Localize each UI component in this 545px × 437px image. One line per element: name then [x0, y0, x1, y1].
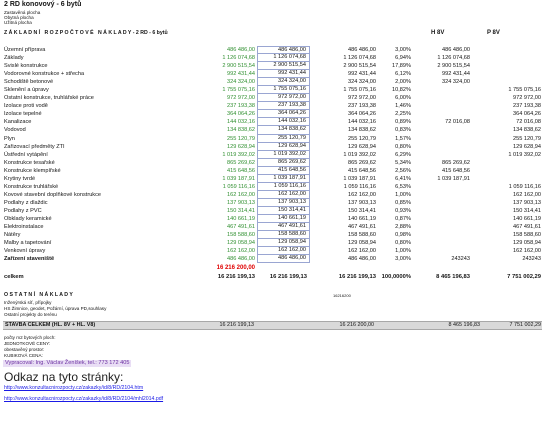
budget-cell-h: 415 648,56	[442, 167, 470, 174]
budget-cell-v1: 972 972,00	[227, 95, 255, 102]
other-cost-item: Ostatní projekty do terénu	[4, 312, 57, 317]
budget-row	[0, 102, 545, 110]
budget-cell-v2: 467 491,61	[257, 223, 310, 231]
budget-cell-v2: 134 838,62	[257, 126, 310, 134]
budget-cell-h	[413, 223, 470, 231]
budget-cell-pct: 6,53%	[395, 183, 411, 190]
budget-cell-pct: 6,12%	[395, 71, 411, 78]
budget-cell-pct: 0,83%	[395, 127, 411, 134]
budget-cell-v1: 992 431,44	[227, 71, 255, 78]
grand-total-h8v: 8 465 196,83	[448, 322, 480, 328]
budget-cell-p: 467 491,61	[513, 224, 541, 231]
budget-row	[0, 135, 545, 143]
total-h8v: 8 465 196,83	[436, 274, 470, 280]
other-cost-item: Inženýrská síť, přípojky	[4, 300, 52, 305]
budget-cell-pct: 3,00%	[395, 256, 411, 263]
budget-cell-v1: 865 269,62	[227, 159, 255, 166]
budget-cell-v3: 134 838,62	[348, 127, 376, 134]
budget-cell-v1: 158 588,60	[227, 232, 255, 239]
budget-cell-pct: 10,82%	[392, 87, 411, 94]
budget-cell-h	[413, 183, 470, 191]
budget-cell-p	[478, 159, 541, 167]
budget-cell-pct: 1,00%	[395, 191, 411, 198]
budget-cell-pct: 6,41%	[395, 175, 411, 182]
budget-cell-p: 243243	[522, 256, 541, 263]
budget-cell-v3: 486 486,00	[348, 47, 376, 53]
other-costs-heading: O S T A T N Í N Á K L A D Y	[4, 292, 73, 298]
budget-cell-v1: 1 019 392,02	[222, 151, 255, 158]
budget-row	[0, 247, 545, 255]
budget-cell-v1: 1 755 075,16	[222, 87, 255, 94]
budget-row	[0, 207, 545, 215]
budget-row	[0, 175, 545, 183]
budget-cell-v2: 992 431,44	[257, 70, 310, 78]
budget-cell-pct: 1,57%	[395, 135, 411, 142]
budget-cell-v1: 237 193,38	[227, 103, 255, 110]
budget-cell-pct: 6,94%	[395, 55, 411, 62]
total-value-1: 16 216 199,13	[217, 274, 255, 280]
budget-cell-v1: 324 324,00	[227, 79, 255, 86]
budget-cell-p	[478, 46, 541, 54]
budget-row	[0, 86, 545, 94]
budget-cell-v2: 129 058,94	[257, 239, 310, 247]
budget-cell-pct: 2,00%	[395, 79, 411, 86]
budget-cell-p: 134 838,62	[513, 127, 541, 134]
other-cost-item: HS Žimnice, geodet, Požární, úprava PD,souhlasy	[4, 306, 107, 311]
budget-cell-v2: 137 903,13	[257, 199, 310, 207]
unit-info-line: počty m2 bytových ploch:	[4, 335, 56, 340]
budget-cell-pct: 0,80%	[395, 143, 411, 150]
budget-cell-v1: 467 491,61	[227, 224, 255, 231]
budget-cell-pct: 1,46%	[395, 103, 411, 110]
budget-cell-v3: 486 486,00	[348, 256, 376, 263]
budget-cell-p	[478, 78, 541, 86]
budget-cell-h	[413, 247, 470, 255]
total-label: celkem	[4, 274, 24, 280]
budget-cell-h	[413, 86, 470, 94]
budget-cell-v2: 2 900 515,54	[257, 62, 310, 70]
budget-cell-v3: 865 269,62	[348, 159, 376, 166]
budget-row	[0, 223, 545, 231]
column-header-h8v: H 8V	[431, 30, 445, 36]
budget-cell-label: Ústřední vytápění	[4, 151, 48, 158]
budget-cell-v2: 140 661,19	[257, 215, 310, 223]
budget-cell-v2: 324 324,00	[257, 78, 310, 86]
budget-cell-v1: 144 032,16	[227, 119, 255, 126]
budget-cell-v1: 1 059 116,16	[222, 183, 255, 190]
budget-cell-v2: 972 972,00	[257, 94, 310, 102]
budget-cell-v3: 972 972,00	[348, 95, 376, 102]
budget-cell-label: Izolace tepelné	[4, 111, 42, 118]
budget-cell-pct: 0,85%	[395, 199, 411, 206]
budget-cell-p: 364 064,26	[513, 111, 541, 118]
budget-cell-v2: 486 486,00	[257, 255, 310, 263]
budget-cell-v1: 150 314,41	[227, 207, 255, 214]
budget-cell-v3: 237 193,38	[348, 103, 376, 110]
budget-cell-label: Územní příprava	[4, 47, 46, 53]
budget-cell-h: 324 324,00	[442, 79, 470, 86]
budget-cell-v3: 162 162,00	[348, 191, 376, 198]
budget-cell-v1: 486 486,00	[227, 256, 255, 263]
budget-cell-h: 1 126 074,68	[437, 55, 470, 62]
area-living-label: Obytná plocha	[4, 14, 34, 20]
budget-cell-pct: 6,00%	[395, 95, 411, 102]
budget-cell-label: Konstrukce tesařské	[4, 159, 55, 166]
page-link[interactable]: http://www.konzultacnirozpocty.cz/zakazky/id/8/RD/2104.htm	[4, 385, 144, 391]
budget-cell-h: 2 900 515,54	[437, 63, 470, 70]
author-contact: Vypracoval: Ing. Václav Ženíšek, tel.: 773 172 405	[5, 360, 130, 366]
budget-cell-v1: 255 120,79	[227, 135, 255, 142]
budget-cell-h: 243243	[451, 256, 470, 263]
budget-cell-v3: 129 058,94	[348, 240, 376, 247]
budget-cell-label: Podlahy z dlaždic	[4, 199, 48, 206]
budget-cell-pct: 2,56%	[395, 167, 411, 174]
budget-cell-p: 1 755 075,16	[508, 87, 541, 94]
budget-cell-pct: 2,88%	[395, 224, 411, 231]
budget-cell-v2: 162 162,00	[257, 191, 310, 199]
budget-cell-v3: 162 162,00	[348, 248, 376, 255]
budget-row	[0, 54, 545, 62]
budget-cell-label: Obklady keramické	[4, 215, 52, 222]
budget-cell-h	[413, 110, 470, 118]
budget-cell-pct: 2,25%	[395, 111, 411, 118]
budget-cell-h	[413, 135, 470, 143]
budget-cell-h: 486 486,00	[442, 47, 470, 53]
budget-cell-h	[413, 231, 470, 239]
total-percent: 100,0000%	[381, 274, 411, 280]
budget-cell-v1: 129 628,94	[227, 143, 255, 150]
budget-cell-v1: 1 126 074,68	[222, 55, 255, 62]
budget-cell-v2: 255 120,79	[257, 135, 310, 143]
budget-cell-h	[413, 207, 470, 215]
budget-cell-v2: 150 314,41	[257, 207, 310, 215]
budget-cell-v2: 865 269,62	[257, 159, 310, 167]
budget-cell-v3: 992 431,44	[348, 71, 376, 78]
budget-cell-h	[413, 239, 470, 247]
budget-cell-h	[413, 151, 470, 159]
budget-cell-p: 72 016,08	[516, 119, 541, 126]
budget-cell-pct: 6,29%	[395, 151, 411, 158]
budget-cell-v1: 162 162,00	[227, 191, 255, 198]
budget-cell-v1: 129 058,94	[227, 240, 255, 247]
budget-cell-v3: 324 324,00	[348, 79, 376, 86]
budget-cell-h	[413, 102, 470, 110]
budget-cell-pct: 0,80%	[395, 240, 411, 247]
area-usable-label: Užitná plocha	[4, 19, 32, 25]
budget-cell-pct: 0,93%	[395, 207, 411, 214]
budget-cell-h: 992 431,44	[442, 71, 470, 78]
budget-cell-label: Nátěry	[4, 232, 21, 239]
budget-cell-p: 1 059 116,16	[508, 183, 541, 190]
budget-cell-v2: 158 588,60	[257, 231, 310, 239]
budget-cell-v2: 129 628,94	[257, 143, 310, 151]
budget-heading: Z Á K L A D N Í R O Z P O Č T O V É N Á K L A D Y - 2 RD - 6 bytů	[4, 30, 168, 36]
budget-cell-label: Konstrukce truhlářské	[4, 183, 59, 190]
budget-cell-label: Sklenění a úpravy	[4, 87, 49, 94]
budget-cell-p: 237 193,38	[513, 103, 541, 110]
unit-info-line: JEDNOTKOVÉ CENY:	[4, 341, 51, 346]
grand-total-value-2: 16 216 200,00	[339, 322, 374, 328]
budget-cell-v3: 1 039 187,91	[343, 175, 376, 182]
budget-cell-p: 129 058,94	[513, 240, 541, 247]
budget-cell-v3: 1 126 074,68	[343, 55, 376, 62]
budget-cell-v3: 1 019 392,02	[343, 151, 376, 158]
budget-cell-v1: 162 162,00	[227, 248, 255, 255]
budget-cell-v2: 1 039 187,91	[257, 175, 310, 183]
budget-cell-h	[413, 143, 470, 151]
budget-cell-v3: 137 903,13	[348, 199, 376, 206]
budget-row	[0, 46, 545, 54]
budget-cell-p: 1 019 392,02	[508, 151, 541, 158]
budget-cell-label: Izolace proti vodě	[4, 103, 48, 110]
budget-row	[0, 62, 545, 70]
budget-cell-h	[413, 94, 470, 102]
budget-row	[0, 231, 545, 239]
budget-cell-v3: 158 588,60	[348, 232, 376, 239]
budget-cell-v1: 134 838,62	[227, 127, 255, 134]
budget-cell-p	[478, 175, 541, 183]
budget-cell-v3: 467 491,61	[348, 224, 376, 231]
budget-cell-v3: 2 900 515,54	[343, 63, 376, 70]
budget-cell-label: Ostatní konstrukce, truhlářské práce	[4, 95, 94, 102]
unit-info-line: obestavěný prostor:	[4, 347, 45, 352]
grand-total-bar	[3, 321, 542, 330]
budget-cell-v1: 2 900 515,54	[222, 63, 255, 70]
budget-total-row	[0, 273, 545, 282]
budget-cell-label: Schodiště betonové	[4, 79, 54, 86]
budget-cell-v3: 1 755 075,16	[343, 87, 376, 94]
budget-row	[0, 78, 545, 86]
budget-cell-v2: 144 032,16	[257, 118, 310, 126]
budget-cell-v1: 486 486,00	[227, 47, 255, 53]
budget-cell-v1: 415 648,56	[227, 167, 255, 174]
budget-cell-v3: 129 628,94	[348, 143, 376, 150]
budget-cell-v3: 415 648,56	[348, 167, 376, 174]
budget-row	[0, 110, 545, 118]
budget-cell-label: Kovové stavební doplňkové konstrukce	[4, 191, 102, 198]
budget-cell-label: Zařizovací předměty ZTI	[4, 143, 65, 150]
budget-cell-pct: 17,89%	[392, 63, 411, 70]
grand-total-value-1: 16 216 199,13	[219, 322, 254, 328]
budget-cell-v2: 364 064,26	[257, 110, 310, 118]
budget-cell-v2: 1 126 074,68	[257, 54, 310, 62]
budget-cell-h: 72 016,08	[445, 119, 470, 126]
budget-cell-p: 140 661,19	[513, 215, 541, 222]
budget-cell-v3: 150 314,41	[348, 207, 376, 214]
budget-cell-pct: 0,98%	[395, 232, 411, 239]
budget-cell-label: Svislé konstrukce	[4, 63, 48, 70]
budget-cell-label: Kanalizace	[4, 119, 32, 126]
budget-cell-p: 162 162,00	[513, 191, 541, 198]
budget-row	[0, 191, 545, 199]
budget-cell-v3: 144 032,16	[348, 119, 376, 126]
budget-row	[0, 239, 545, 247]
budget-cell-h: 865 269,62	[442, 159, 470, 166]
budget-cell-pct: 5,34%	[395, 159, 411, 166]
budget-cell-v3: 140 661,19	[348, 215, 376, 222]
budget-row	[0, 126, 545, 134]
budget-cell-label: Konstrukce klempířské	[4, 167, 61, 174]
budget-cell-pct: 3,00%	[395, 47, 411, 53]
budget-cell-p: 129 628,94	[513, 143, 541, 150]
budget-cell-label: Elektroinstalace	[4, 224, 44, 231]
budget-row	[0, 199, 545, 207]
budget-cell-p: 255 120,79	[513, 135, 541, 142]
budget-cell-h	[413, 199, 470, 207]
budget-cell-v2: 1 059 116,16	[257, 183, 310, 191]
budget-cell-v2: 237 193,38	[257, 102, 310, 110]
budget-cell-label: Podlahy z PVC	[4, 207, 42, 214]
budget-row	[0, 94, 545, 102]
column-header-p8v: P 8V	[487, 30, 500, 36]
page-link[interactable]: http://www.konzultacnirozpocty.cz/zakazky/id/8/RD/2104/mhl2014.pdf	[4, 396, 164, 402]
budget-cell-label: Krytiny tvrdé	[4, 175, 36, 182]
unit-info-line: KUBIKOVÁ CENA:	[4, 353, 43, 358]
area-built-up-label: Zastavěná plocha	[4, 9, 41, 15]
links-heading: Odkaz na tyto stránky:	[4, 370, 124, 384]
budget-cell-label: Plyn	[4, 135, 15, 142]
budget-cell-v3: 1 059 116,16	[343, 183, 376, 190]
budget-cell-v1: 137 903,13	[227, 199, 255, 206]
budget-cell-label: Vodovod	[4, 127, 26, 134]
budget-cell-p: 972 972,00	[513, 95, 541, 102]
budget-row	[0, 143, 545, 151]
budget-cell-p	[478, 54, 541, 62]
budget-cell-h	[413, 191, 470, 199]
total-value-2: 16 216 199,13	[269, 274, 307, 280]
budget-table	[0, 46, 545, 263]
budget-cell-h: 1 039 187,91	[437, 175, 470, 182]
budget-cell-p: 137 903,13	[513, 199, 541, 206]
budget-cell-v1: 364 064,26	[227, 111, 255, 118]
budget-row	[0, 167, 545, 175]
budget-cell-h	[413, 126, 470, 134]
budget-cell-v2: 1 755 075,16	[257, 86, 310, 94]
budget-cell-v1: 1 039 187,91	[222, 175, 255, 182]
grand-total-label: STAVBA CELKEM (HL. 8V + HL. V8)	[5, 322, 96, 328]
budget-cell-pct: 0,89%	[395, 119, 411, 126]
budget-row	[0, 215, 545, 223]
sheet-title: 2 RD konovový - 6 bytů	[4, 1, 82, 8]
budget-row	[0, 255, 545, 263]
budget-cell-v2: 1 019 392,02	[257, 151, 310, 159]
budget-cell-p	[478, 70, 541, 78]
check-total-value: 16 216 200,00	[216, 265, 255, 271]
budget-cell-p: 158 588,60	[513, 232, 541, 239]
total-value-3: 16 216 199,13	[338, 274, 376, 280]
budget-cell-label: Zařízení staveniště	[4, 256, 55, 263]
budget-cell-p	[478, 62, 541, 70]
budget-row	[0, 118, 545, 126]
budget-cell-label: Malby a tapetování	[4, 240, 52, 247]
budget-cell-v2: 415 648,56	[257, 167, 310, 175]
budget-cell-pct: 0,87%	[395, 215, 411, 222]
total-p8v: 7 751 002,29	[507, 274, 541, 280]
budget-cell-v3: 255 120,79	[348, 135, 376, 142]
budget-cell-v3: 364 064,26	[348, 111, 376, 118]
budget-cell-v2: 162 162,00	[257, 247, 310, 255]
budget-row	[0, 159, 545, 167]
grand-total-p8v: 7 751 002,29	[509, 322, 541, 328]
budget-cell-v1: 140 661,19	[227, 215, 255, 222]
budget-cell-pct: 1,00%	[395, 248, 411, 255]
budget-row	[0, 183, 545, 191]
budget-cell-label: Venkovní úpravy	[4, 248, 46, 255]
other-costs-value: 16216200	[333, 293, 351, 298]
budget-cell-p	[478, 167, 541, 175]
budget-cell-label: Vodorovné konstrukce + střecha	[4, 71, 85, 78]
budget-row	[0, 151, 545, 159]
budget-cell-p: 162 162,00	[513, 248, 541, 255]
budget-cell-h	[413, 215, 470, 223]
budget-row	[0, 70, 545, 78]
budget-cell-v2: 486 486,00	[257, 46, 310, 54]
budget-cell-label: Základy	[4, 55, 24, 62]
budget-cell-p: 150 314,41	[513, 207, 541, 214]
